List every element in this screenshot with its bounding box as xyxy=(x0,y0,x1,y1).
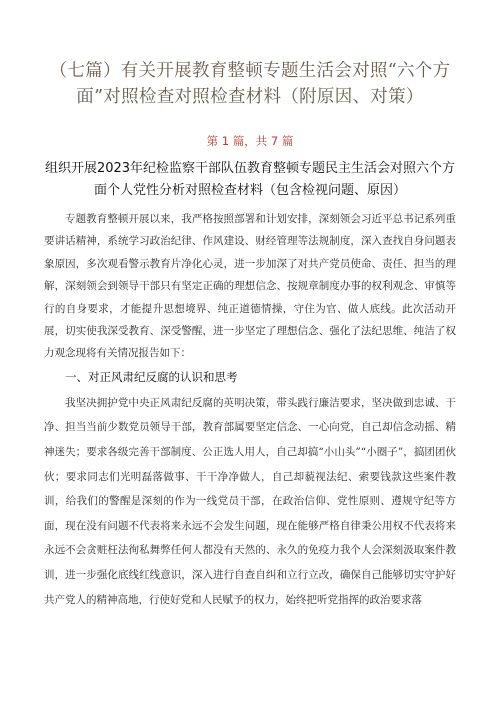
subheading: 一、对正风肃纪反腐的认识和思考 xyxy=(65,369,238,384)
section-heading: 组织开展2023年纪检监察干部队伍教育整顿专题民主生活会对照六个方面个人党性分析对照检查材料（包含检视问题、原因） xyxy=(44,161,456,198)
body-paragraph: 我坚决拥护党中央正风肃纪反腐的英明决策，带头践行廉洁要求，坚决做到忠诚、干净、担当当前少数党员领导干部，教育部属要坚定信念、一心向党，自己却信念动摇、精神迷失；要求各级完善干部制度、公正选人用人，自己却搞“小山头”“小圈子”，搞团团伙伙；要求同志们光明磊落做事、干干净净做人，自己却藐视法纪、索要钱款这些案件教训，给我们的警醒是深刻的作为一线党员干部，在政治信仰、党性原则、遵规守纪等方面，现在没有问题不代表将来永远不会发生问题，现在能够严格自律秉公用权不代表将来永远不会贪赃枉法徇私舞弊任何人都没有天然的、永久的免疫力我个人会深刻汲取案件教训，进一步强化底线红线意识，深入进行自查自纠和立行立改，确保自己能够切实守护好共产党人的精神高地，行使好党和人民赋予的权力，始终把听党指挥的政治要求落 xyxy=(44,396,456,606)
page-counter: 第 1 篇，共 7 篇 xyxy=(206,134,294,148)
body-paragraph: 专题教育整顿开展以来，我严格按照部署和计划安排，深刻领会习近平总书记系列重要讲话精神，系统学习政治纪律、作风建设、财经管理等法规制度，深入查找自身问题表象原因，多次观看警示教育片净化心灵，进一步加深了对共产党员使命、责任、担当的理解，深刻领会到领导干部只有坚定正确的理想信念、按规章制度办事的权利观念、审慎等行的自身要求，才能提升思想境界、纯正道德情操，守住为官、做人底线。此次活动开展，切实使我深受教育、深受警醒，进一步坚定了理想信念、强化了法纪思维、纯洁了权力观念现将有关情况报告如下： xyxy=(44,213,456,360)
document-title: （七篇）有关开展教育整顿专题生活会对照“六个方面”对照检查对照检查材料（附原因、对策） xyxy=(49,61,451,107)
document-body xyxy=(44,208,456,612)
